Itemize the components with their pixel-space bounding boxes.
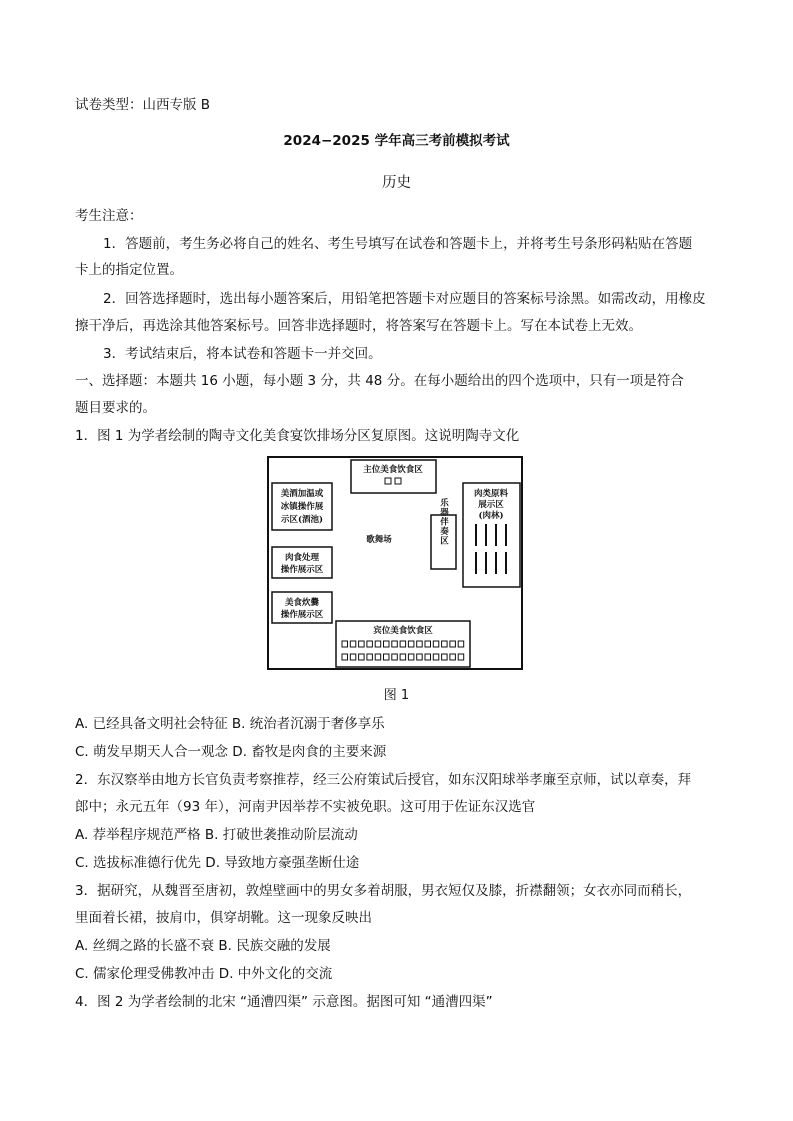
- guest-seat: [425, 654, 431, 660]
- exam-type-label: 试卷类型：山西专版 B: [75, 97, 211, 113]
- guest-seat: [400, 654, 406, 660]
- q3-stem-line-2: 里面着长裙，披肩巾，俱穿胡靴。这一现象反映出: [75, 910, 372, 926]
- guest-seat: [342, 654, 348, 660]
- q4-stem: 4．图 2 为学者绘制的北宋 “通漕四渠” 示意图。据图可知 “通漕四渠”: [75, 994, 493, 1010]
- guest-seat: [458, 641, 464, 647]
- exam-title: 2024−2025 学年高三考前模拟考试: [283, 133, 510, 149]
- guest-seat: [359, 641, 365, 647]
- guest-seat: [367, 654, 373, 660]
- guest-seat: [417, 654, 423, 660]
- guest-seat: [384, 654, 390, 660]
- zone-wine-label-3: 示区(酒池): [280, 515, 324, 525]
- q1-options-line-1: A. 已经具备文明社会特征 B. 统治者沉溺于奢侈享乐: [75, 716, 385, 732]
- notice-heading: 考生注意：: [75, 208, 143, 224]
- guest-seat: [375, 641, 381, 647]
- q2-stem-line-2: 郎中；永元五年（93 年），河南尹因举荐不实被免职。这可用于佐证东汉选官: [75, 799, 536, 815]
- q3-options-line-1: A. 丝绸之路的长盛不衰 B. 民族交融的发展: [75, 938, 331, 954]
- guest-seat: [408, 641, 414, 647]
- q1-stem: 1．图 1 为学者绘制的陶寺文化美食宴饮排场分区复原图。这说明陶寺文化: [75, 428, 520, 444]
- zone-wine-label-1: 美酒加温或: [280, 489, 324, 499]
- section-1-line-2: 题目要求的。: [75, 400, 156, 416]
- guest-seat: [350, 654, 356, 660]
- zone-meat-processing-label-2: 操作展示区: [280, 565, 324, 575]
- zone-raw-meat-label-2: 展示区: [478, 500, 504, 510]
- q2-options-line-2: C. 选拔标准德行优先 D. 导致地方豪强垄断仕途: [75, 855, 360, 871]
- notice-item-1-line-2: 卡上的指定位置。: [75, 262, 183, 278]
- guest-seat: [408, 654, 414, 660]
- guest-seat: [433, 641, 439, 647]
- notice-item-3: 3．考试结束后，将本试卷和答题卡一并交回。: [103, 346, 382, 362]
- notice-item-1-line-1: 1．答题前，考生务必将自己的姓名、考生号填写在试卷和答题卡上，并将考生号条形码粘贴在答题: [103, 236, 693, 252]
- guest-seat: [350, 641, 356, 647]
- q2-options-line-1: A. 荐举程序规范严格 B. 打破世袭推动阶层流动: [75, 827, 358, 843]
- guest-seat: [458, 654, 464, 660]
- guest-seat: [417, 641, 423, 647]
- guest-seat: [442, 641, 448, 647]
- guest-seat: [450, 654, 456, 660]
- zone-guest-label: 宾位美食饮食区: [373, 626, 433, 636]
- guest-seat: [359, 654, 365, 660]
- guest-seat-grid: [342, 641, 464, 660]
- guest-seat: [384, 641, 390, 647]
- zone-raw-meat-label-1: 肉类原料: [473, 489, 509, 499]
- guest-seat: [342, 641, 348, 647]
- zone-cooking-label-2: 操作展示区: [280, 610, 324, 620]
- zone-music-label: 乐器伴奏区: [438, 498, 449, 546]
- meat-rack-lines: [476, 524, 506, 574]
- guest-seat: [392, 654, 398, 660]
- zone-raw-meat-label-3: (肉林): [478, 511, 504, 521]
- figure-1-caption: 图 1: [383, 688, 410, 703]
- guest-seat: [433, 654, 439, 660]
- guest-seat: [400, 641, 406, 647]
- zone-host-seat: [385, 478, 391, 484]
- zone-wine-label-2: 冰镇操作展: [280, 502, 324, 512]
- notice-item-2-line-2: 擦干净后，再选涂其他答案标号。回答非选择题时，将答案写在答题卡上。写在本试卷上无效。: [75, 318, 642, 334]
- notice-item-2-line-1: 2．回答选择题时，选出每小题答案后，用铅笔把答题卡对应题目的答案标号涂黑。如需改动，用橡皮: [103, 291, 706, 307]
- guest-seat: [367, 641, 373, 647]
- zone-stage-label: 歌舞场: [366, 535, 392, 545]
- figure-1-banquet-layout: [266, 455, 525, 672]
- guest-seat: [375, 654, 381, 660]
- guest-seat: [450, 641, 456, 647]
- subject-title: 历史: [382, 175, 411, 191]
- q1-options-line-2: C. 萌发早期天人合一观念 D. 畜牧是肉食的主要来源: [75, 744, 387, 760]
- zone-cooking-label-1: 美食炊爨: [284, 598, 320, 608]
- zone-host-seat: [395, 478, 401, 484]
- q2-stem-line-1: 2．东汉察举由地方长官负责考察推荐，经三公府策试后授官，如东汉阳球举孝廉至京师，试以章奏，拜: [75, 772, 692, 788]
- section-1-line-1: 一、选择题：本题共 16 小题，每小题 3 分，共 48 分。在每小题给出的四个选项中，只有一项是符合: [75, 373, 684, 389]
- guest-seat: [425, 641, 431, 647]
- guest-seat: [392, 641, 398, 647]
- q3-options-line-2: C. 儒家伦理受佛教冲击 D. 中外文化的交流: [75, 966, 333, 982]
- q3-stem-line-1: 3．据研究，从魏晋至唐初，敦煌壁画中的男女多着胡服，男衣短仅及膝，折襟翻领；女衣亦同而稍长，: [75, 883, 692, 899]
- zone-meat-processing-label-1: 肉食处理: [284, 553, 320, 563]
- zone-host-label: 主位美食饮食区: [363, 465, 423, 475]
- guest-seat: [442, 654, 448, 660]
